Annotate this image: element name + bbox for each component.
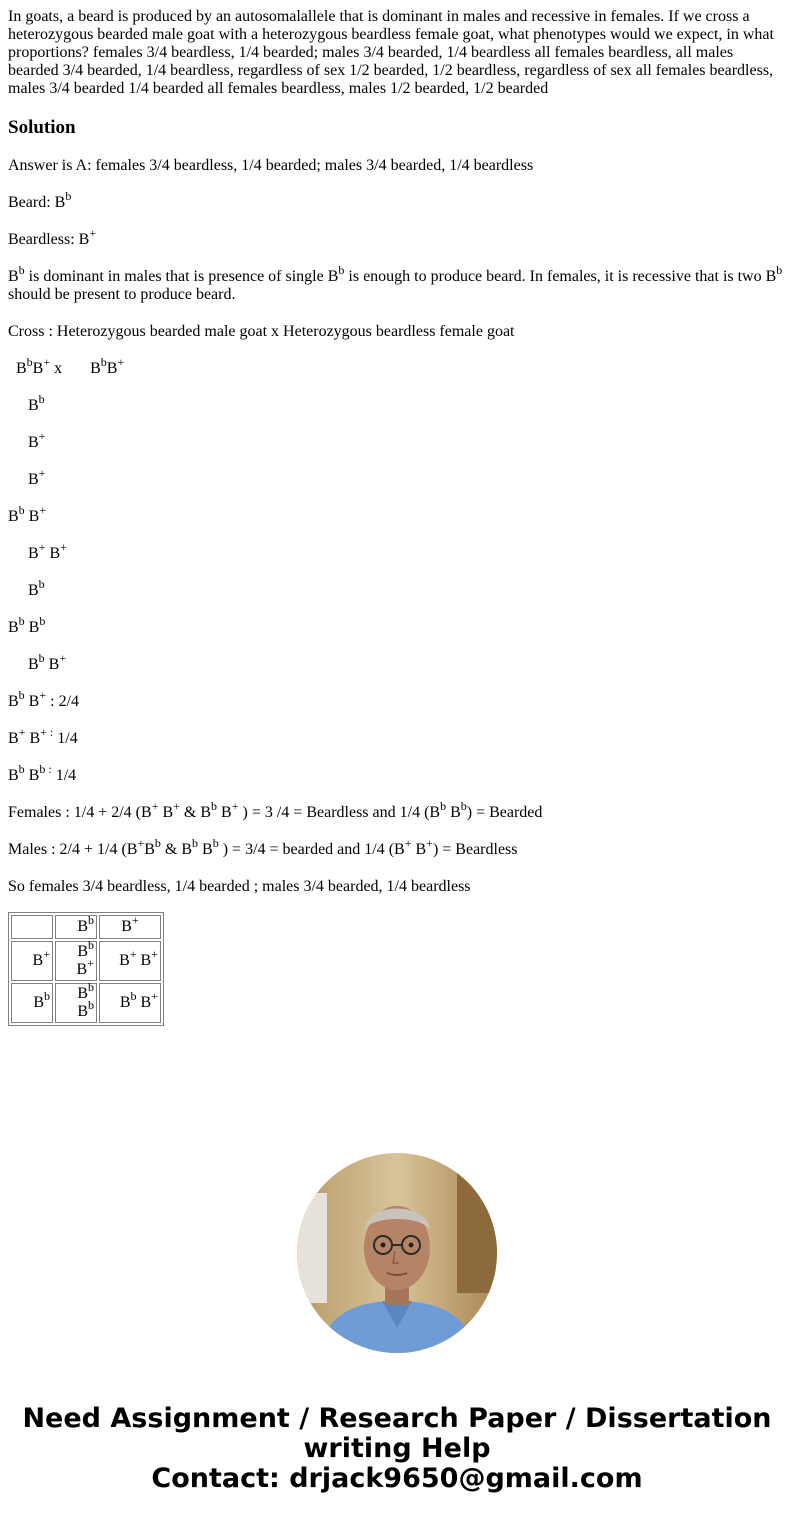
- contact-email: Contact: drjack9650@gmail.com: [151, 1463, 643, 1494]
- gamete-line: $B^b$: [28, 392, 45, 414]
- beard-allele-line: Beard: $B^b$: [8, 189, 72, 211]
- question-text: In goats, a beard is produced by an autosomalallele that is dominant in males and recessive in females. If we cross a heterozygous bearded male goat with a heterozygous beardless female goat, what phenotypes would we expect, in what proportions? females 3/4 beardless, 1/4 bearded; males 3/4 bearded, 1/4 beardless all females beardless, all males bearded 3/4 bearded, 1/4 beardless, regardless of sex 1/2 bearded, 1/2 beardless, regardless of sex all females beardless, males 3/4 bearded 1/4 bearded all females beardless, males 1/2 bearded, 1/2 bearded: [8, 8, 774, 97]
- table-row: [11, 983, 161, 1023]
- table-header-cell: B+: [11, 941, 53, 981]
- females-calculation: Females : 1/4 + 2/4 (B+ B+ & $B^b$ B+ ) = 3 /4 = Beardless and 1/4 ($B^b$ $B^b$) = Bearded: [8, 799, 543, 821]
- gamete-line: B+: [28, 429, 46, 451]
- ratio-line: B+ B+ : 1/4: [8, 725, 78, 747]
- males-calculation: Males : 2/4 + 1/4 ($B^+B^b$ & $B^b$ $B^b$ ) = 3/4 = bearded and 1/4 (B+ B+) = Beardless: [8, 836, 518, 858]
- ratio-line: $B^b$ B+ : 2/4: [8, 688, 80, 710]
- answer-line: Answer is A: females 3/4 beardless, 1/4 bearded; males 3/4 bearded, 1/4 beardless: [8, 157, 534, 174]
- cross-genotypes: $B^bB^+$ x $B^bB^+$: [16, 355, 125, 377]
- table-header-cell: B+: [99, 915, 161, 939]
- table-row: [11, 941, 161, 981]
- genotype-line: $B^b$ $B^b$: [8, 614, 46, 636]
- cross-description: Cross : Heterozygous bearded male goat x Heterozygous beardless female goat: [8, 323, 515, 340]
- table-row: [11, 915, 161, 939]
- author-photo-icon: [297, 1153, 497, 1353]
- dominance-explanation: $B^b$ is dominant in males that is presence of single $B^b$ is enough to produce beard. In females, it is recessive that is two $B^b$ should be present to produce beard.: [8, 263, 783, 303]
- table-cell: $B^b$ B+: [99, 983, 161, 1023]
- promo-line: writing Help: [303, 1433, 491, 1464]
- punnett-square: [8, 912, 164, 1026]
- beardless-allele-line: Beardless: B+: [8, 226, 97, 248]
- genotype-line: $B^b$ B+: [28, 651, 67, 673]
- table-header-cell: $B^b$: [11, 983, 53, 1023]
- ratio-line: $B^b$ $B^b$ : 1/4: [8, 762, 77, 784]
- genotype-line: B+ B+: [28, 540, 67, 562]
- table-cell: B+ B+: [99, 941, 161, 981]
- table-cell: [11, 915, 53, 939]
- promo-line: Need Assignment / Research Paper / Dissertation: [22, 1403, 772, 1434]
- author-photo: [297, 1153, 497, 1353]
- table-cell: $B^b$ B+: [55, 941, 97, 981]
- conclusion-line: So females 3/4 beardless, 1/4 bearded ; males 3/4 bearded, 1/4 beardless: [8, 878, 471, 895]
- promo-banner: [0, 1404, 794, 1494]
- table-cell: $B^b$ $B^b$: [55, 983, 97, 1023]
- gamete-line: B+: [28, 466, 46, 488]
- document-body: [8, 8, 786, 1026]
- table-header-cell: $B^b$: [55, 915, 97, 939]
- gamete-line: $B^b$: [28, 577, 45, 599]
- solution-heading: Solution: [8, 117, 76, 138]
- genotype-line: $B^b$ B+: [8, 503, 47, 525]
